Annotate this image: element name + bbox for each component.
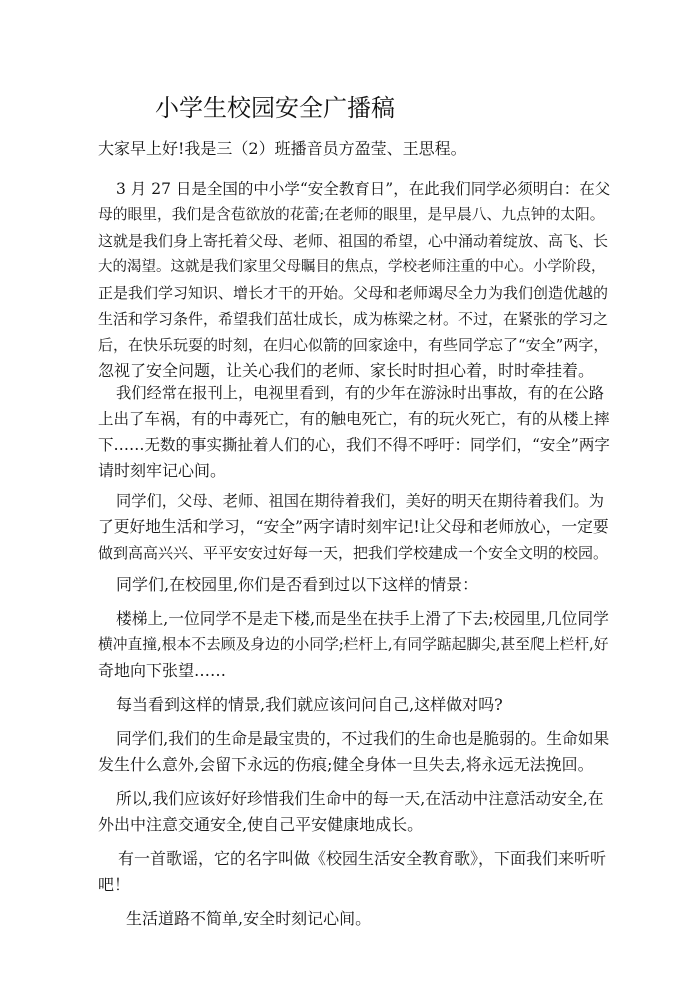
text-line: 同学们,在校园里,你们是否看到过以下这样的情景： — [116, 575, 479, 594]
text-line: 每当看到这样的情景,我们就应该问问自己,这样做对吗? — [116, 695, 503, 714]
text-line: 了更好地生活和学习，“安全”两字请时刻牢记!让父母和老师放心，一定要 — [98, 517, 609, 536]
text-line: 大家早上好!我是三（2）班播音员方盈莹、王思程。 — [98, 139, 467, 158]
text-line: 所以,我们应该好好珍惜我们生命中的每一天,在活动中注意活动安全,在 — [116, 789, 604, 808]
text-line: 吧！ — [98, 875, 131, 894]
text-line: 奇地向下张望…… — [98, 661, 227, 680]
text-line: 横冲直撞,根本不去顾及身边的小同学;栏杆上,有同学踮起脚尖,甚至爬上栏杆,好 — [98, 636, 609, 653]
text-line: 后，在快乐玩耍的时刻，在归心似箭的回家途中，有些同学忘了“安全”两字， — [98, 336, 609, 354]
text-line: 母的眼里，我们是含苞欲放的花蕾;在老师的眼里，是早晨八、九点钟的太阳。 — [98, 206, 605, 223]
page-title: 小学生校园安全广播稿 — [155, 94, 395, 122]
text-line: 上出了车祸，有的中毒死亡，有的触电死亡，有的玩火死亡，有的从楼上摔 — [98, 410, 610, 428]
text-line: 生活道路不简单,安全时刻记心间。 — [126, 909, 372, 928]
text-line: 楼梯上,一位同学不是走下楼,而是坐在扶手上滑了下去;校园里,几位同学 — [116, 609, 609, 628]
text-line: 同学们，父母、老师、祖国在期待着我们，美好的明天在期待着我们。为 — [116, 492, 604, 510]
text-line: 外出中注意交通安全,使自己平安健康地成长。 — [98, 815, 424, 834]
text-line: 3 月 27 日是全国的中小学“安全教育日”，在此我们同学必须明白：在父 — [116, 180, 610, 198]
text-line: 忽视了安全问题，让关心我们的老师、家长时时担心着，时时牵挂着。 — [98, 361, 595, 380]
text-line: 请时刻牢记心间。 — [98, 461, 227, 480]
text-line: 做到高高兴兴、平平安安过好每一天，把我们学校建成一个安全文明的校园。 — [98, 544, 609, 562]
text-line: 有一首歌谣，它的名字叫做《校园生活安全教育歌》，下面我们来听听 — [118, 849, 607, 868]
text-line: 正是我们学习知识、增长才干的开始。父母和老师竭尽全力为我们创造优越的 — [98, 284, 609, 302]
text-line: 同学们,我们的生命是最宝贵的，不过我们的生命也是脆弱的。生命如果 — [116, 729, 610, 748]
text-line: 这就是我们身上寄托着父母、老师、祖国的希望，心中涌动着绽放、高飞、长 — [98, 232, 609, 250]
text-line: 发生什么意外,会留下永远的伤痕;健全身体一旦失去,将永远无法挽回。 — [98, 755, 594, 774]
text-line: 生活和学习条件，希望我们茁壮成长，成为栋梁之材。不过，在紧张的学习之 — [98, 310, 609, 328]
text-line: 我们经常在报刊上，电视里看到，有的少年在游泳时出事故，有的在公路 — [116, 384, 604, 402]
text-line: 大的渴望。这就是我们家里父母瞩目的焦点，学校老师注重的中心。小学阶段， — [98, 259, 606, 275]
text-line: 下……无数的事实撕扯着人们的心，我们不得不呼吁：同学们，“安全”两字 — [98, 436, 610, 454]
